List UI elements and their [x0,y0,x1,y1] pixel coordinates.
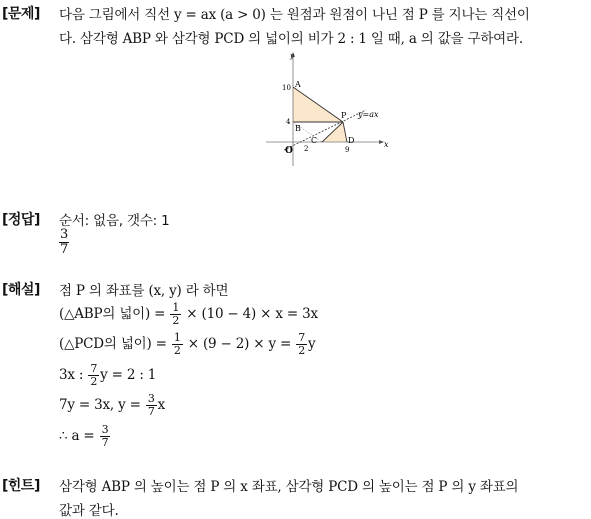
tick-4: 4 [286,118,291,126]
answer-denominator: 7 [60,242,69,257]
line-label: y=ax [358,110,379,119]
problem-label: [문제] [2,6,40,22]
hint-line-1: 삼각형 ABP 의 높이는 점 P 의 x 좌표, 삼각형 PCD 의 높이는 점 P 의 y 좌표의 [59,479,519,495]
tick-9: 9 [345,146,350,154]
origin-label: O [285,146,293,156]
solution-line-2: (△ABP의 넓이) = $\frac{1}{2}$ × (10 − 4) × x = 3x [59,301,318,327]
solution-line-1: 점 P 의 좌표를 (x, y) 라 하면 [59,283,229,299]
answer-numerator: 3 [60,227,69,242]
solution-label: [해설] [2,282,40,298]
hint-line-2: 값과 같다. [59,503,119,519]
problem-line-1: 다음 그림에서 직선 y = ax (a > 0) 는 원점과 원점이 나닌 점 P 를 지나는 직선이 [59,7,530,23]
point-b: B [295,124,301,133]
tick-10: 10 [282,84,291,92]
point-a: A [295,80,301,89]
x-axis-label: x [384,140,389,149]
problem-line-2: 다. 삼각형 ABP 와 삼각형 PCD 의 넓이의 비가 2 : 1 일 때, a 의 값을 구하여라. [59,31,523,47]
y-axis-label: y [290,52,294,60]
hint-label: [힌트] [2,478,40,494]
solution-line-6: ∴ a = $\frac{3}{7}$ [59,423,109,449]
point-d: D [348,136,355,145]
answer-meta: 순서: 없음, 갯수: 1 [59,213,170,229]
answer-fraction [59,228,69,257]
coordinate-figure [258,50,393,168]
answer-label: [정답] [2,212,40,228]
tick-2: 2 [304,145,309,153]
point-p: P [341,111,347,120]
solution-line-3: (△PCD의 넓이) = $\frac{1}{2}$ × (9 − 2) × y = $\frac{7}{2}$ y [59,331,316,357]
solution-line-5: 7y = 3x, y = $\frac{3}{7}$ x [59,392,166,418]
point-c: C [311,136,318,145]
solution-line-4: 3x : $\frac{7}{2}$ y = 2 : 1 [59,362,157,388]
